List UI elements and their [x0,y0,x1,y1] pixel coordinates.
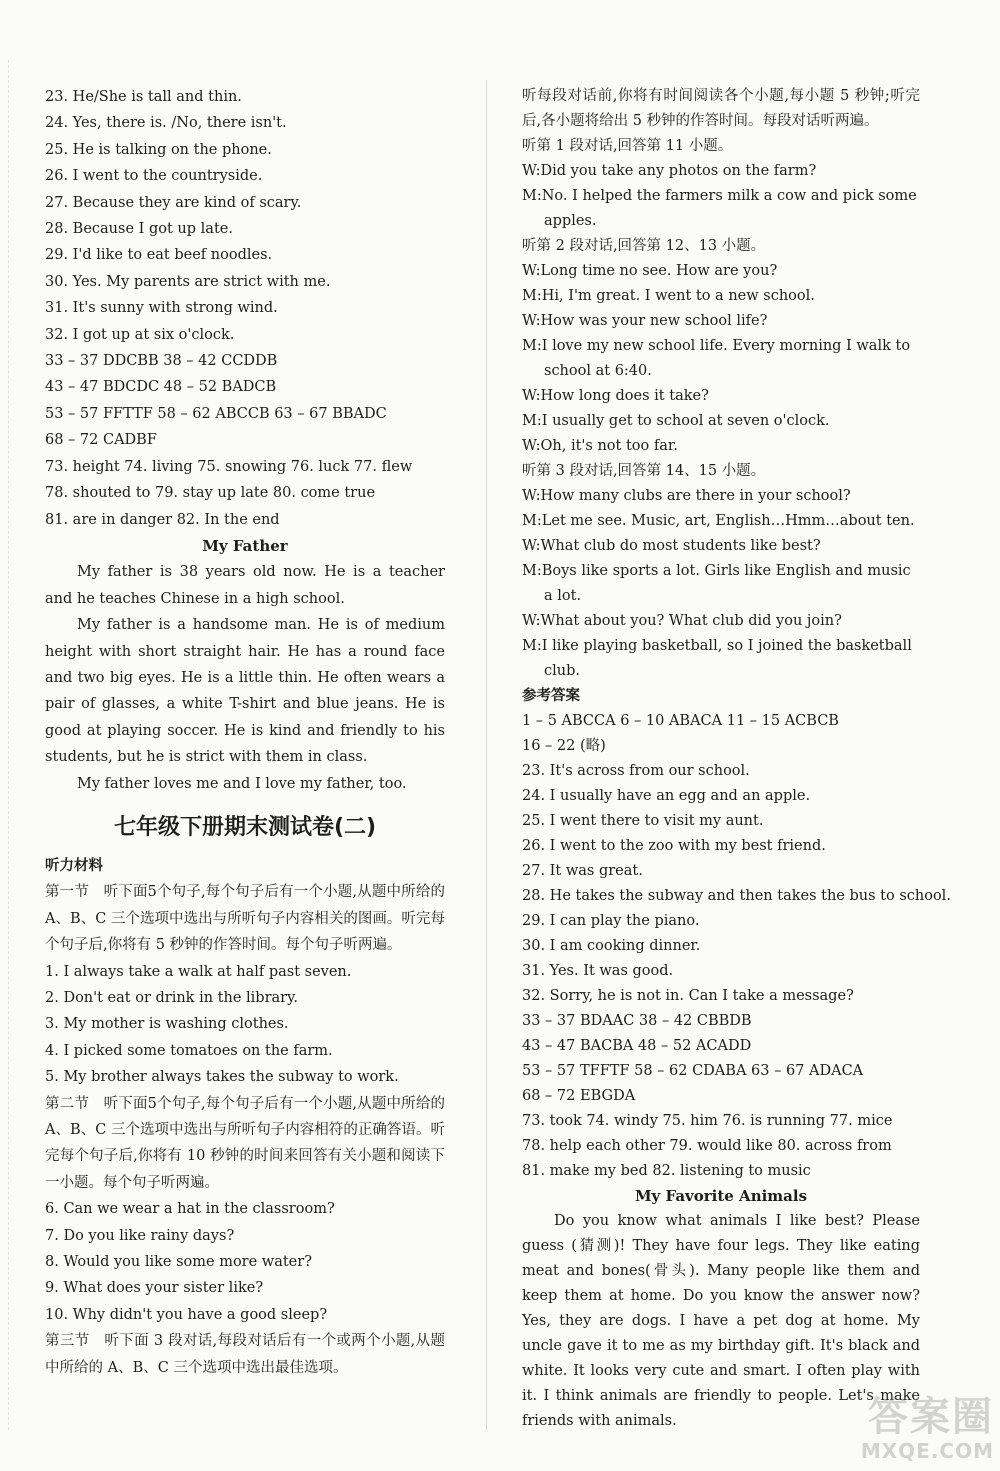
essay-my-favorite-animals: Do you know what animals I like best? Please guess (猜测)! They have four legs. They like eating meat and bones(骨头). Many people like them and keep them at home. Do you know the answer now? Yes, they are dogs. I have a pet dog at home. My uncle gave it to me as my birthday gift. It's black and white. It looks very cute and smart. I often play with it. I think animals are friendly to people. Let's make friends with animals. [522,1213,920,1429]
answer-line: 27. It was great. [522,863,643,879]
dialog-line: W:How many clubs are there in your school? [522,488,851,504]
section1-instructions: 第一节 听下面5个句子,每个句子后有一个小题,从题中所给的 A、B、C 三个选项中选出与所听句子内容相关的图画。听完每个句子后,你将有 5 秒钟的作答时间。每个句子听两遍。 [45,884,445,954]
answer-line: 24. I usually have an egg and an apple. [522,788,811,804]
answer-line: 32. Sorry, he is not in. Can I take a message? [522,988,854,1004]
listening-question: 10. Why didn't you have a good sleep? [45,1306,328,1323]
answer-line: 81. make my bed 82. listening to music [522,1163,811,1179]
dialog3 [522,484,920,684]
listening-label: 听力材料 [45,857,103,874]
dialog-line: M:I usually get to school at seven o'clock. [522,413,830,429]
listening-sentence: 3. My mother is washing clothes. [45,1016,289,1033]
watermark-url-text: MXQE.COM [860,1439,994,1463]
listening-question: 6. Can we wear a hat in the classroom? [45,1201,335,1218]
answer-line: 23. He/She is tall and thin. [45,89,242,105]
page-edge-line [8,60,9,1430]
answer-line: 68 – 72 EBGDA [522,1088,636,1104]
answer-list-part1 [45,84,445,533]
section3-instructions: 第三节 听下面 3 段对话,每段对话后有一个或两个小题,从题中所给的 A、B、C 三个选项中选出最佳选项。 [45,1333,445,1376]
answer-line: 24. Yes, there is. /No, there isn't. [45,115,287,132]
watermark-top-text: 答案圈 [868,1394,994,1440]
listening-sentence: 2. Don't eat or drink in the library. [45,990,298,1006]
answer-line: 43 – 47 BACBA 48 – 52 ACADD [522,1038,752,1054]
essay-title-my-father: My Father [202,536,288,555]
section2-instructions: 第二节 听下面5个句子,每个句子后有一个小题,从题中所给的 A、B、C 三个选项中选出与所听句子内容相符的正确答语。听完每个句子后,你将有 10 秒钟的时间来回答有关小题和阅读下一小题。每个句子听两遍。 [45,1095,445,1191]
answer-line: 26. I went to the zoo with my best friend. [522,838,826,854]
left-column [45,84,445,1381]
section1-items [45,959,445,1091]
dialog2 [522,259,920,459]
dialog2-label: 听第 2 段对话,回答第 12、13 小题。 [522,238,766,254]
dialog-line: W:What about you? What club did you join? [522,613,842,629]
answer-line: 25. I went there to visit my aunt. [522,813,764,829]
section2-items [45,1196,445,1328]
dialog1-label: 听第 1 段对话,回答第 11 小题。 [522,138,733,154]
essay-paragraph: My father is 38 years old now. He is a teacher and he teaches Chinese in a high school. [45,564,445,607]
answer-line: 16 – 22 (略) [522,738,606,754]
answer-line: 53 – 57 FFTTF 58 – 62 ABCCB 63 – 67 BBADC [45,405,387,422]
dialog-line: W:Long time no see. How are you? [522,263,778,279]
answer-line: 25. He is talking on the phone. [45,141,272,158]
dialog-line: M:I like playing basketball, so I joined the basketball club. [522,638,912,679]
dialog-line: W:How long does it take? [522,388,709,404]
answer-line: 32. I got up at six o'clock. [45,326,235,343]
answer-line: 78. shouted to 79. stay up late 80. come true [45,485,376,502]
answer-line: 30. Yes. My parents are strict with me. [45,273,331,290]
answer-line: 73. height 74. living 75. snowing 76. luck 77. flew [45,458,413,475]
answers-label: 参考答案 [522,688,580,704]
section3-instructions-continued: 听每段对话前,你将有时间阅读各个小题,每小题 5 秒钟;听完后,各小题将给出 5 秒钟的作答时间。每段对话听两遍。 [522,88,920,129]
listening-question: 8. Would you like some more water? [45,1254,312,1271]
column-divider [486,80,487,1430]
answer-line: 78. help each other 79. would like 80. across from [522,1138,892,1154]
essay-paragraph: My father loves me and I love my father, too. [77,775,407,792]
listening-question: 9. What does your sister like? [45,1280,264,1297]
dialog-line: W:Oh, it's not too far. [522,438,678,454]
answer-line: 53 – 57 TFFTF 58 – 62 CDABA 63 – 67 ADACA [522,1063,864,1079]
dialog-line: W:What club do most students like best? [522,538,821,554]
answer-line: 28. Because I got up late. [45,221,233,238]
answer-line: 33 – 37 BDAAC 38 – 42 CBBDB [522,1013,752,1029]
answer-list-part2 [522,709,951,1184]
answer-line: 31. Yes. It was good. [522,963,674,979]
dialog-line: M:Let me see. Music, art, English…Hmm…about ten. [522,513,915,529]
answer-line: 23. It's across from our school. [522,763,750,779]
answer-line: 81. are in danger 82. In the end [45,511,280,528]
listening-question: 7. Do you like rainy days? [45,1227,235,1244]
answer-line: 73. took 74. windy 75. him 76. is running 77. mice [522,1113,893,1129]
essay-title-my-favorite-animals: My Favorite Animals [634,1187,808,1205]
answer-line: 29. I'd like to eat beef noodles. [45,247,273,264]
watermark-logo [784,1395,994,1465]
listening-sentence: 5. My brother always takes the subway to work. [45,1069,399,1086]
answer-line: 1 – 5 ABCCA 6 – 10 ABACA 11 – 15 ACBCB [522,713,839,729]
answer-line: 68 – 72 CADBF [45,432,157,449]
essay-paragraph: My father is a handsome man. He is of medium height with short straight hair. He has a round face and two big eyes. He is a little thin. He often wears a pair of glasses, a white T-shirt and blue jeans. He is good at playing soccer. He is kind and friendly to his students, but he is strict with them in class. [45,617,445,766]
listening-sentence: 1. I always take a walk at half past seven. [45,963,352,980]
listening-sentence: 4. I picked some tomatoes on the farm. [45,1042,333,1059]
dialog-line: M:No. I helped the farmers milk a cow and pick some apples. [522,188,917,229]
essay-my-father [45,559,445,797]
answer-line: 30. I am cooking dinner. [522,938,701,954]
answer-line: 28. He takes the subway and then takes the bus to school. [522,888,951,904]
dialog-line: M:Hi, I'm great. I went to a new school. [522,288,815,304]
dialog-line: W:Did you take any photos on the farm? [522,163,817,179]
dialog-line: M:I love my new school life. Every morning I walk to school at 6:40. [522,338,911,379]
answer-line: 27. Because they are kind of scary. [45,194,302,211]
answer-line: 31. It's sunny with strong wind. [45,300,278,317]
dialog-line: W:How was your new school life? [522,313,768,329]
test-title: 七年级下册期末测试卷(二) [113,814,377,840]
dialog1 [522,159,920,234]
answer-line: 33 – 37 DDCBB 38 – 42 CCDDB [45,353,278,370]
answer-line: 26. I went to the countryside. [45,168,263,185]
dialog3-label: 听第 3 段对话,回答第 14、15 小题。 [522,463,766,479]
answer-line: 29. I can play the piano. [522,913,700,929]
dialog-line: M:Boys like sports a lot. Girls like English and music a lot. [522,563,911,604]
answer-line: 43 – 47 BDCDC 48 – 52 BADCB [45,379,277,396]
